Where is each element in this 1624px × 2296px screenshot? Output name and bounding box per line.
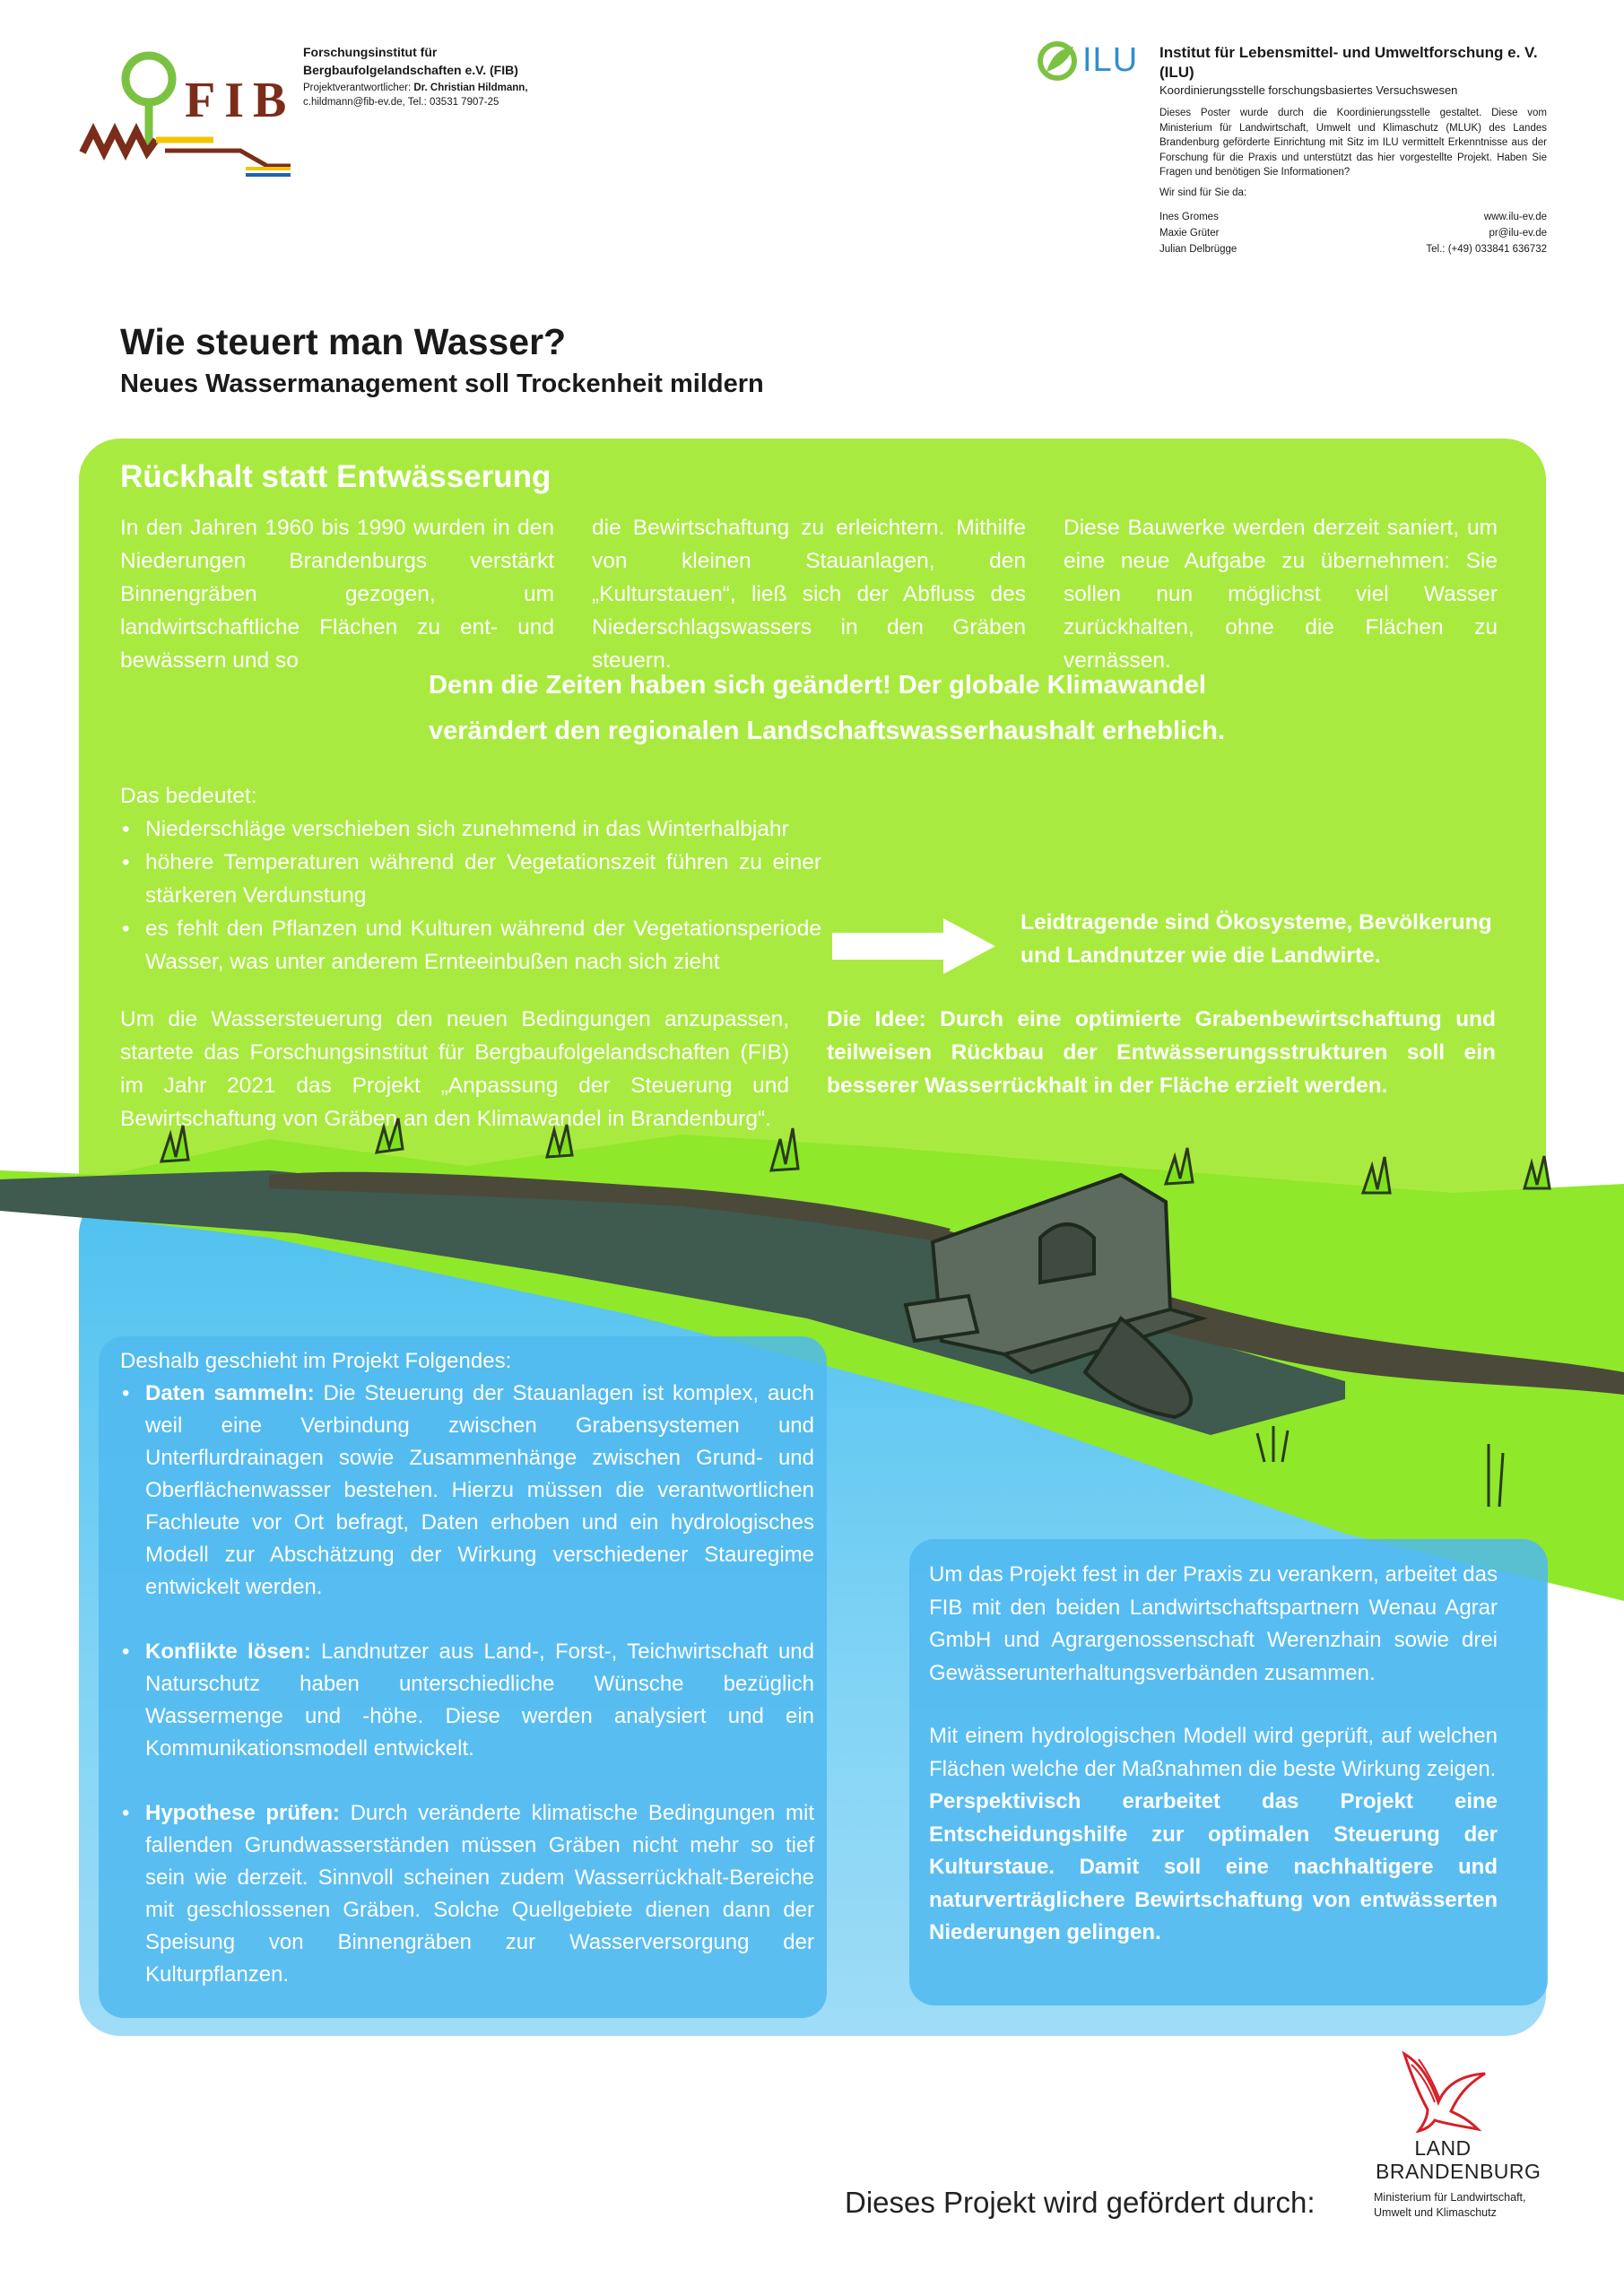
model-text: Mit einem hydrologischen Modell wird geprüft, auf welchen Flächen welche der Maßnahmen die beste Wirkung zeigen. — [929, 1724, 1498, 1781]
ilu-contact-row — [1159, 225, 1547, 241]
list-item — [120, 1797, 814, 1991]
activity-text: Die Steuerung der Stauanlagen ist komplex, auch weil eine Verbindung zwischen Grabensystemen und Unterflurdrainagen sowie Zusammenhänge zwischen Grund- und Oberflächenwasser bestehen. Hierzu müssen die verantwortlichen Fachleute vor Ort befragt, Daten erhoben und ein hydrologisches Modell zur Abschätzung der Wirkung verschiedener Stauregime entwickelt werden. — [145, 1381, 814, 1599]
activity-label: Konflikte lösen: — [145, 1639, 311, 1664]
perspective-text: Perspektivisch erarbeitet das Projekt eine Entscheidungshilfe zur optimalen Steuerung der Kulturstaue. Damit soll eine nachhaltigere und naturverträglichere Bewirtschaftung von entwässerten Niederungen gelingen. — [929, 1789, 1498, 1944]
activity-text: Landnutzer aus Land-, Forst-, Teichwirtschaft und Naturschutz haben unterschiedliche Wünsche bezüglich Wassermenge und -höhe. Diese werden analysiert und ein Kommunikationsmodell entwickelt. — [145, 1639, 814, 1761]
ilu-title: Institut für Lebensmittel- und Umweltforschung e. V. (ILU) — [1159, 44, 1538, 81]
green-col-1: In den Jahren 1960 bis 1990 wurden in den Niederungen Brandenburgs verstärkt Binnengräben gezogen, um landwirtschaftliche Flächen zu ent- und bewässern und so — [120, 516, 554, 673]
ilu-contact-info[interactable]: www.ilu-ev.de — [1483, 211, 1547, 222]
fib-responsible-name: Dr. Christian Hildmann, — [413, 83, 528, 93]
activities-list — [120, 1378, 814, 1991]
funded-by: Dieses Projekt wird gefördert durch: — [845, 2186, 1316, 2219]
ilu-subtitle: Koordinierungsstelle forschungsbasiertes Versuchswesen — [1159, 83, 1458, 97]
list-item — [120, 1378, 814, 1604]
list-item: • Niederschläge verschieben sich zunehmend in das Winterhalbjahr — [120, 813, 821, 846]
ilu-contact-row — [1159, 209, 1547, 225]
ministry-line1: Ministerium für Landwirtschaft, — [1374, 2191, 1526, 2204]
ilu-contacts — [1159, 209, 1547, 257]
project-practice — [929, 1559, 1498, 1950]
ministry-line2: Umwelt und Klimaschutz — [1374, 2206, 1497, 2219]
ilu-logo-text: ILU — [1082, 41, 1139, 79]
ministry-text — [1374, 2190, 1526, 2221]
fib-responsible — [303, 81, 599, 95]
green-section-heading: Rückhalt statt Entwässerung — [120, 459, 551, 494]
ilu-contact-row — [1159, 241, 1547, 257]
practice-text: Um das Projekt fest in der Praxis zu verankern, arbeitet das FIB mit den beiden Landwirtschaftspartnern Wenau Agrar GmbH und Agrargenossenschaft Werenzhain sowie drei Gewässerunterhaltungsverbänden zusammen. — [929, 1562, 1498, 1685]
activity-label: Daten sammeln: — [145, 1381, 315, 1405]
fib-info — [303, 43, 599, 109]
meaning-list — [120, 813, 821, 978]
idea-text: Die Idee: Durch eine optimierte Grabenbewirtschaftung und teilweisen Rückbau der Entwässerungsstrukturen soll ein besserer Wasserrückhalt in der Fläche erzielt werden. — [827, 1007, 1496, 1098]
land-brandenburg-text — [1376, 2136, 1541, 2183]
ilu-info — [1159, 43, 1547, 257]
fib-org-line2: Bergbaufolgelandschaften e.V. (FIB) — [303, 63, 518, 77]
project-activities — [120, 1345, 814, 1991]
ilu-contact-info[interactable]: pr@ilu-ev.de — [1489, 227, 1547, 239]
activity-text: Durch veränderte klimatische Bedingungen mit fallenden Grundwasserständen müssen Gräben nicht mehr so tief sein wie derzeit. Sinnvoll scheinen zudem Wasserrückhalt-Bereiche mit geschlossenen Gräben. Solche Quellgebiete dienen dann der Speisung von Binnengräben zur Wasserversorgung der Kulturpflanzen. — [145, 1801, 814, 1987]
eagle-icon — [1395, 2047, 1494, 2133]
fib-responsible-label: Projektverantwortlicher: — [303, 83, 414, 93]
ilu-logo — [1038, 39, 1145, 84]
fib-contact: c.hildmann@fib-ev.de, Tel.: 03531 7907-25 — [303, 97, 499, 108]
ilu-contact-info: Tel.: (+49) 033841 636732 — [1426, 243, 1547, 255]
climate-highlight — [429, 663, 1325, 754]
activity-label: Hypothese prüfen: — [145, 1801, 340, 1825]
ilu-contact-name: Maxie Grüter — [1159, 227, 1220, 239]
fib-logo — [79, 45, 294, 188]
ilu-contact-name: Julian Delbrügge — [1159, 243, 1238, 255]
project-start-text: Um die Wassersteuerung den neuen Bedingungen anzupassen, startete das Forschungsinstitut für Bergbaufolgelandschaften (FIB) im Jahr 2021 das Projekt „Anpassung der Steuerung und Bewirtschaftung von Gräben an den Klimawandel in Brandenburg“. — [120, 1007, 789, 1131]
land-line2: BRANDENBURG — [1376, 2160, 1541, 2183]
climate-highlight-line2: verändert den regionalen Landschaftswasserhaushalt erheblich. — [429, 717, 1225, 745]
meaning-intro: Das bedeutet: — [120, 784, 257, 808]
ilu-description: Dieses Poster wurde durch die Koordinierungsstelle gestaltet. Diese vom Ministerium für Landwirtschaft, Umwelt und Klimaschutz (MLUK) des Landes Brandenburg geförderte Einrichtung mit Sitz im ILU vermittelt Erkenntnisse aus der Forschung für die Praxis und unterstützt das hier vorgestellte Projekt. Haben Sie Fragen und benötigen Sie Informationen? — [1159, 108, 1547, 178]
fib-logo-text: FIB — [185, 73, 296, 128]
green-col-2: die Bewirtschaftung zu erleichtern. Mithilfe von kleinen Stauanlagen, den „Kulturstauen“, ließ sich der Abfluss des Niederschlagswassers in den Gräben steuern. — [592, 516, 1026, 673]
green-col-3: Diese Bauwerke werden derzeit saniert, um eine neue Aufgabe zu übernehmen: Sie sollen nun möglichst viel Wasser zurückhalten, ohne die Flächen zu vernässen. — [1064, 516, 1498, 673]
climate-highlight-line1: Denn die Zeiten haben sich geändert! Der globale Klimawandel — [429, 671, 1206, 700]
list-item: • höhere Temperaturen während der Vegetationszeit führen zu einer stärkeren Verdunstung — [120, 846, 821, 912]
meaning-block — [120, 779, 821, 978]
ilu-contact-intro: Wir sind für Sie da: — [1159, 187, 1247, 198]
fib-org-line1: Forschungsinstitut für — [303, 45, 438, 59]
arrow-right-icon — [832, 918, 995, 974]
page-title: Wie steuert man Wasser? — [120, 321, 567, 362]
ilu-contact-name: Ines Gromes — [1159, 211, 1219, 222]
affected-text: Leidtragende sind Ökosysteme, Bevölkerung und Landnutzer wie die Landwirte. — [1020, 910, 1492, 968]
activities-intro: Deshalb geschieht im Projekt Folgendes: — [120, 1349, 512, 1373]
page-subtitle: Neues Wassermanagement soll Trockenheit mildern — [120, 370, 764, 398]
list-item: • es fehlt den Pflanzen und Kulturen während der Vegetationsperiode Wasser, was unter anderem Ernteeinbußen nach sich zieht — [120, 912, 821, 978]
land-line1: LAND — [1414, 2136, 1472, 2160]
list-item — [120, 1636, 814, 1765]
